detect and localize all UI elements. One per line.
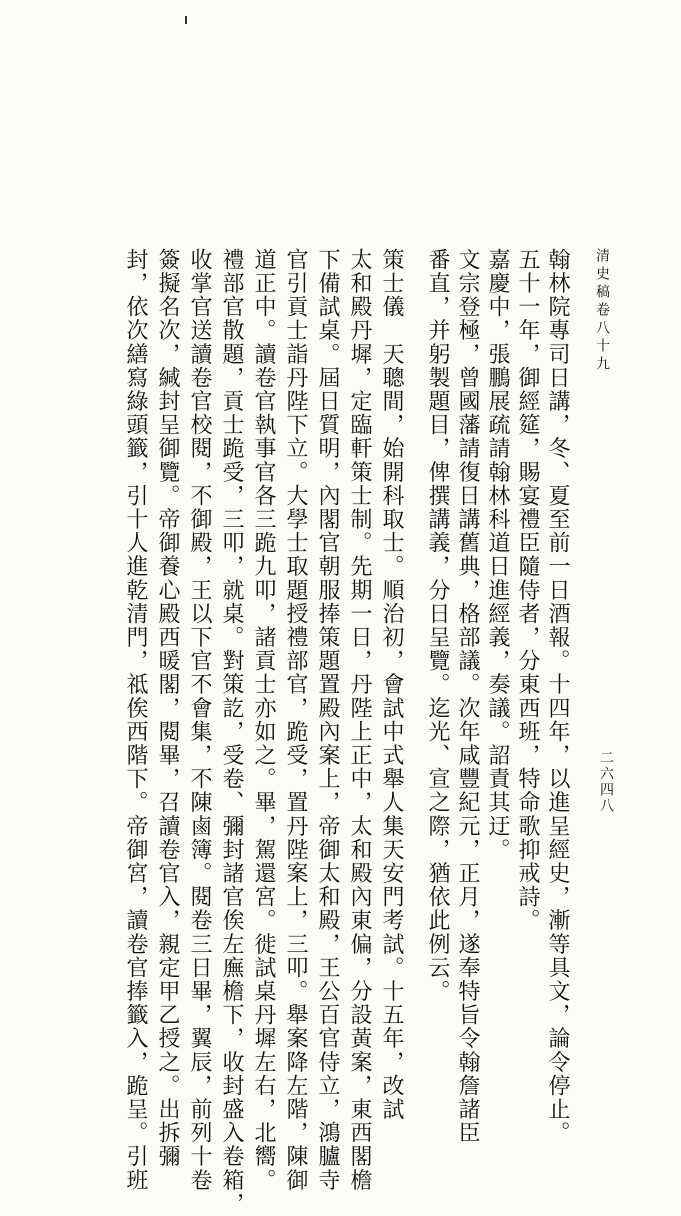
text-column: 道正中。讀卷官執事官各三跪九叩，諸貢士亦如之。畢，駕還宮。徙試桌丹墀左右，北嚮。: [251, 248, 276, 1192]
text-column: 下備試桌。屆日質明，內閣官朝服捧策題置殿內案上，帝御太和殿，王公百官侍立，鴻臚寺: [315, 248, 340, 1192]
text-column: 封，依次繕寫綠頭籤，引十人進乾清門，祗俟西階下。帝御宮，讀卷官捧籤入，跪呈。引班: [123, 248, 148, 1192]
text-column: 官引貢士詣丹陛下立。大學士取題授禮部官，跪受，置丹陛案上，三叩。舉案降左階，陳御: [283, 248, 308, 1192]
text-column: 番直，并躬製題目，俾撰講義，分日呈覽。迄光、宣之際，猶依此例云。: [425, 248, 450, 1004]
text-column: 嘉慶中，張鵬展疏請翰林科道日進經義，奏議。詔責其迂。: [485, 248, 510, 862]
text-column: 策士儀 天聰間，始開科取士。順治初，會試中式舉人集天安門考試。十五年，改試: [379, 248, 404, 1122]
text-column: 收掌官送讀卷官校閱，不御殿，王以下官不會集，不陳鹵簿。閱卷三日畢，翼辰，前列十卷: [187, 248, 212, 1192]
text-column: 文宗登極，曾國藩請復日講舊典，格部議。次年咸豐紀元，正月，遂奉特旨令翰詹諸臣: [455, 248, 480, 1145]
text-column: 禮部官散題，貢士跪受，三叩，就桌。對策訖，受卷、彌封諸官俟左廡檐下，收封盛入卷箱，: [219, 248, 244, 1216]
ink-mark: [185, 16, 187, 24]
text-column: 五十一年，御經筵，賜宴禮臣隨侍者，分東西班，特命歌抑戒詩。: [515, 248, 540, 933]
text-column: 翰林院專司日講，冬、夏至前一日酒報。十四年，以進呈經史，漸等具文，論令停止。: [545, 248, 570, 1145]
text-column: 簽擬名次，緘封呈御覽。帝御養心殿西暖閣，閱畢，召讀卷官入，親定甲乙授之。出拆彌: [155, 248, 180, 1169]
text-column: 太和殿丹墀，定臨軒策士制。先期一日，丹陛上正中，太和殿內東偏，分設黃案，東西閣檐: [347, 248, 372, 1192]
page-number: 二六四八: [598, 750, 614, 814]
running-title: 清史稿卷八十九: [594, 248, 610, 374]
